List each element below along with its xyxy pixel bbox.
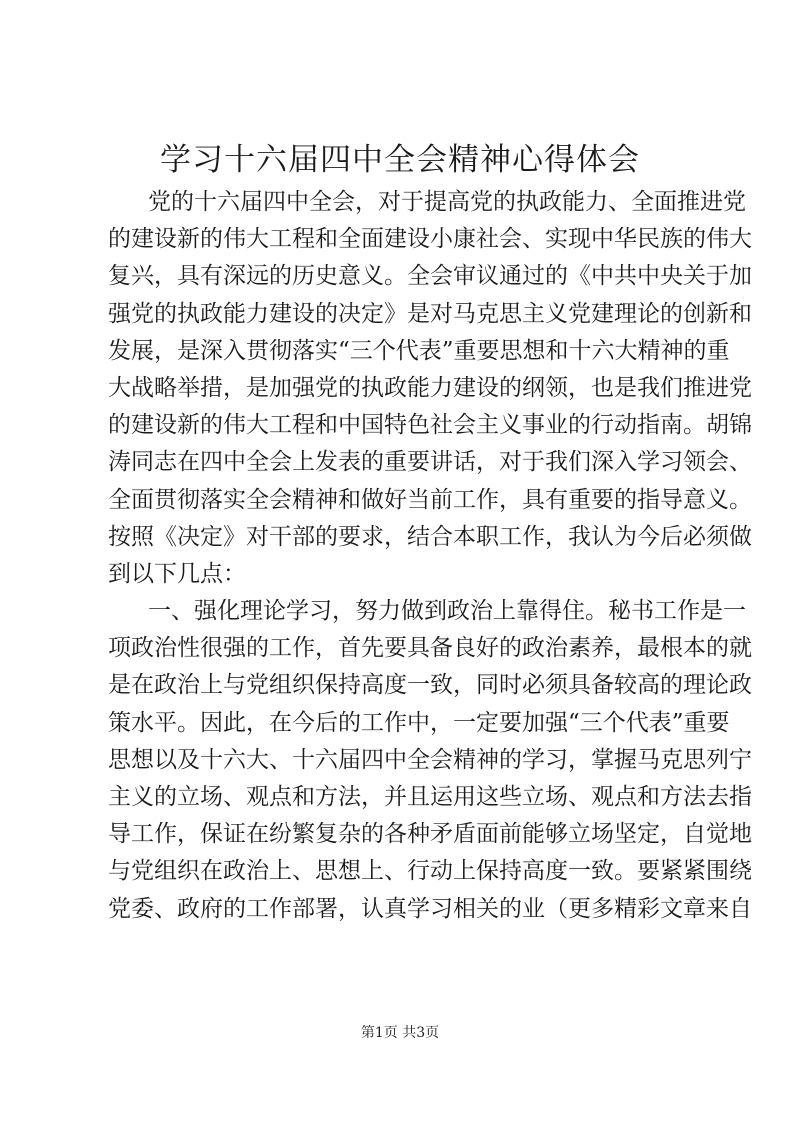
text-line: 策水平。因此，在今后的工作中，一定要加强“三个代表”重要 xyxy=(108,709,730,736)
text-line: 发展，是深入贯彻落实“三个代表”重要思想和十六大精神的重 xyxy=(108,337,730,364)
text-line: 与党组织在政治上、思想上、行动上保持高度一致。要紧紧围绕 xyxy=(108,858,752,885)
text-line: 强党的执政能力建设的决定》是对马克思主义党建理论的创新和 xyxy=(108,300,752,327)
text-line: 全面贯彻落实全会精神和做好当前工作，具有重要的指导意义。 xyxy=(108,486,752,513)
text-line: 党的十六届四中全会，对于提高党的执政能力、全面推进党 xyxy=(148,189,746,215)
text-line: 党委、政府的工作部署，认真学习相关的业（更多精彩文章来自 xyxy=(108,895,752,922)
text-line: 涛同志在四中全会上发表的重要讲话，对于我们深入学习领会、 xyxy=(108,449,752,476)
document-title: 学习十六届四中全会精神心得体会 xyxy=(160,142,640,178)
text-line: 复兴，具有深远的历史意义。全会审议通过的《中共中央关于加 xyxy=(108,263,752,290)
text-line: 导工作，保证在纷繁复杂的各种矛盾面前能够立场坚定，自觉地 xyxy=(108,821,752,848)
text-line: 按照《决定》对干部的要求，结合本职工作，我认为今后必须做 xyxy=(108,523,752,550)
text-line: 大战略举措，是加强党的执政能力建设的纲领，也是我们推进党 xyxy=(108,374,752,401)
text-line: 项政治性很强的工作，首先要具备良好的政治素养，最根本的就 xyxy=(108,635,752,662)
text-line: 的建设新的伟大工程和中国特色社会主义事业的行动指南。胡锦 xyxy=(108,412,752,439)
document-body xyxy=(108,184,752,928)
text-line: 是在政治上与党组织保持高度一致，同时必须具备较高的理论政 xyxy=(108,672,752,699)
text-line: 主义的立场、观点和方法，并且运用这些立场、观点和方法去指 xyxy=(108,784,752,810)
text-line: 思想以及十六大、十六届四中全会精神的学习，掌握马克思列宁 xyxy=(108,746,752,773)
text-line: 的建设新的伟大工程和全面建设小康社会、实现中华民族的伟大 xyxy=(108,226,752,253)
text-line: 一、强化理论学习，努力做到政治上靠得住。秘书工作是一 xyxy=(148,598,746,625)
page-footer: 第1页 共3页 xyxy=(360,1025,440,1041)
text-line: 到以下几点： xyxy=(108,560,246,587)
